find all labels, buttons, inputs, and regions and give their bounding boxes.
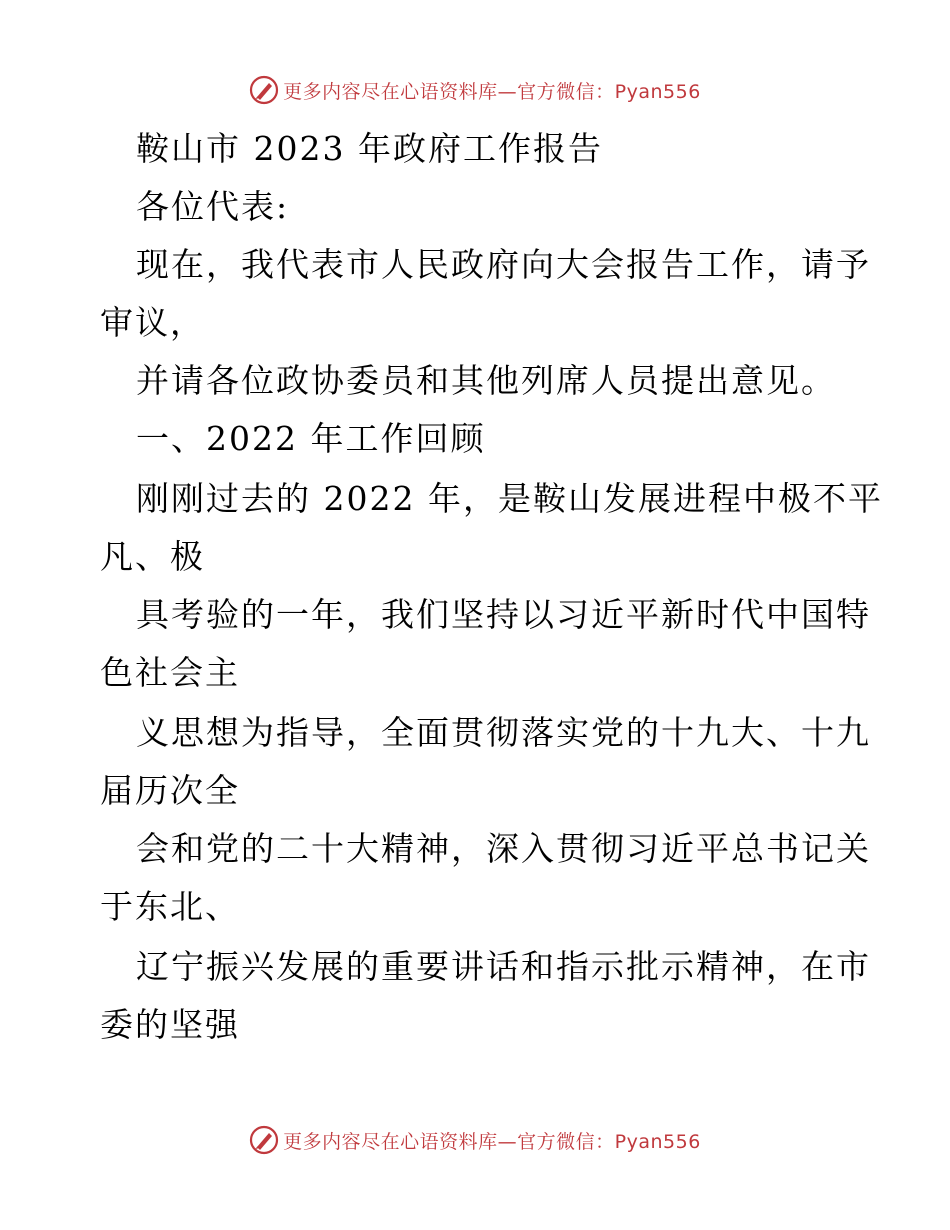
doc-line: 凡、极 [100, 537, 205, 576]
doc-line: 义思想为指导，全面贯彻落实党的十九大、十九 [136, 713, 871, 752]
watermark-banner-top [0, 70, 950, 110]
doc-line: 辽宁振兴发展的重要讲话和指示批示精神，在市 [136, 947, 871, 986]
doc-line: 委的坚强 [100, 1005, 240, 1044]
doc-line: 现在，我代表市人民政府向大会报告工作，请予 [136, 245, 871, 284]
doc-section-heading: 一、2022 年工作回顾 [136, 419, 486, 458]
doc-line: 各位代表: [136, 187, 290, 226]
doc-line: 于东北、 [100, 887, 240, 926]
doc-title: 鞍山市 2023 年政府工作报告 [136, 129, 603, 168]
doc-line: 届历次全 [100, 771, 240, 810]
logo-icon [249, 1125, 279, 1155]
doc-line: 会和党的二十大精神，深入贯彻习近平总书记关 [136, 829, 871, 868]
doc-line: 具考验的一年，我们坚持以习近平新时代中国特 [136, 595, 871, 634]
watermark-banner-bottom [0, 1120, 950, 1160]
doc-line: 并请各位政协委员和其他列席人员提出意见。 [136, 361, 836, 400]
logo-icon [249, 75, 279, 105]
doc-line: 审议， [100, 303, 205, 342]
doc-line: 刚刚过去的 2022 年，是鞍山发展进程中极不平 [136, 479, 883, 518]
watermark-text: 更多内容尽在心语资料库—官方微信：Pyan556 [283, 1130, 701, 1153]
doc-line: 色社会主 [100, 653, 240, 692]
watermark-text: 更多内容尽在心语资料库—官方微信：Pyan556 [283, 80, 701, 103]
